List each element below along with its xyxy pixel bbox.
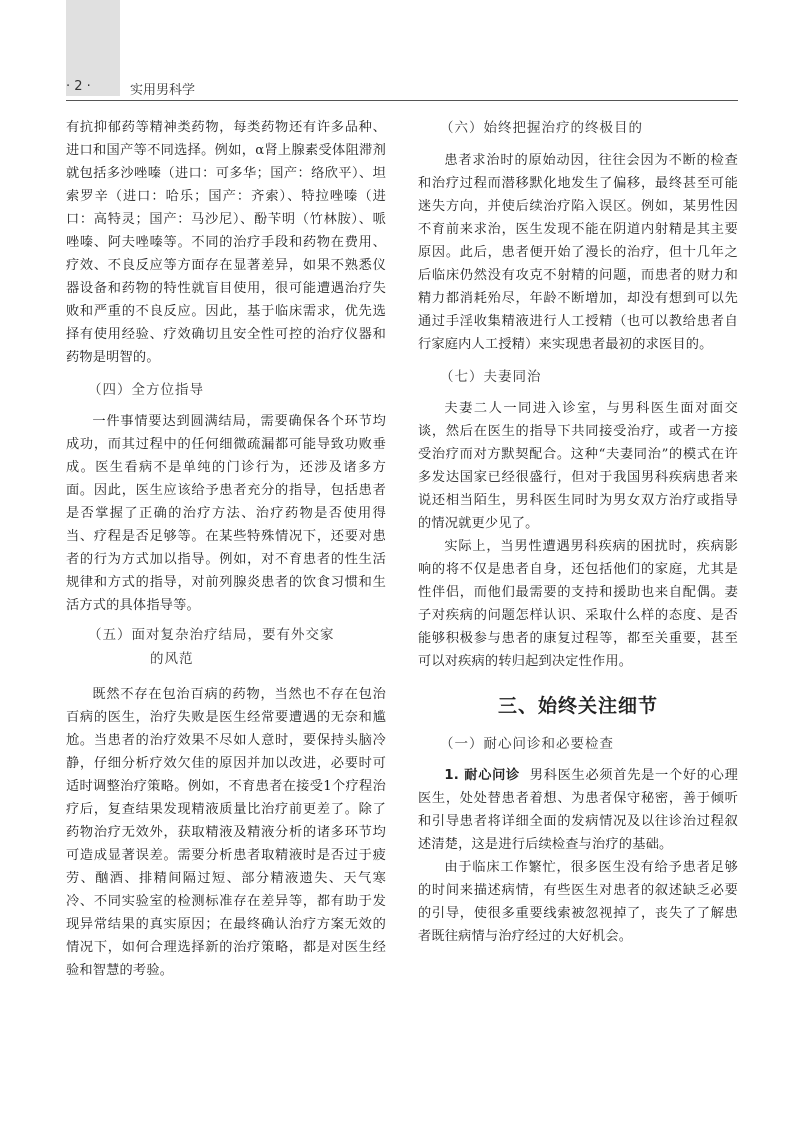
- subheading-5-line1: （五）面对复杂治疗结局，要有外交家: [88, 627, 335, 643]
- paragraph: 由于临床工作繁忙，很多医生没有给予患者足够的时间来描述病情，有些医生对患者的叙述缺乏必要的引导，使很多重要线索被忽视掉了，丧失了了解患者既往病情与治疗经过的大好机会。: [418, 860, 738, 944]
- subheading-6: （六）始终把握治疗的终极目的: [440, 120, 643, 136]
- subheading-5-line2: 的风范: [150, 651, 194, 667]
- paragraph: 有抗抑郁药等精神类药物，每类药物还有许多品种、进口和国产等不同选择。例如，α肾上腺素受体阻滞剂就包括多沙唑嗪（进口：可多华；国产：络欣平）、坦索罗辛（进口：哈乐；国产：齐索）、特拉唑嗪（进口：高特灵；国产：马沙尼）、酚苄明（竹林胺）、哌唑嗪、阿夫唑嗪等。不同的治疗手段和药物在费用、疗效、不良反应等方面存在显著差异，如果不熟悉仪器设备和药物的特性就盲目使用，很可能遭遇治疗失败和严重的不良反应。因此，基于临床需求，优先选择有使用经验、疗效确切且安全性可控的治疗仪器和药物是明智的。: [66, 120, 386, 365]
- paragraph-text: 男科医生必须首先是一个好的心理医生，处处替患者着想、为患者保守秘密，善于倾听和引导患者将详细全面的发病情况及以往诊治过程叙述清楚，这是进行后续检查与治疗的基础。: [418, 768, 738, 852]
- subheading-7: （七）夫妻同治: [440, 369, 542, 385]
- subheading-1: （一）耐心问诊和必要检查: [440, 736, 614, 752]
- section-title: 三、始终关注细节: [497, 695, 658, 717]
- page-number: · 2 ·: [66, 79, 91, 94]
- paragraph: 夫妻二人一同进入诊室，与男科医生面对面交谈，然后在医生的指导下共同接受治疗，或者一方接受治疗而对方默契配合。这种“夫妻同治”的模式在许多发达国家已经很盛行，但对于我国男科疾病患者来说还相当陌生，男科医生同时为男女双方治疗或指导的情况就更少见了。: [418, 401, 738, 531]
- paragraph: 实际上，当男性遭遇男科疾病的困扰时，疾病影响的将不仅是患者自身，还包括他们的家庭，尤其是性伴侣，而他们最需要的支持和援助也来自配偶。妻子对疾病的问题怎样认识、采取什么样的态度、是否能够积极参与患者的康复过程等，都至关重要，甚至可以对疾病的转归起到决定性作用。: [418, 539, 738, 669]
- paragraph: 一件事情要达到圆满结局，需要确保各个环节均成功，而其过程中的任何细微疏漏都可能导致功败垂成。医生看病不是单纯的门诊行为，还涉及诸多方面。因此，医生应该给予患者充分的指导，包括患者是否掌握了正确的治疗方法、治疗药物是否使用得当、疗程是否足够等。在某些特殊情况下，还要对患者的行为方式加以指导。例如，对不育患者的性生活规律和方式的指导，对前列腺炎患者的饮食习惯和生活方式的具体指导等。: [66, 414, 386, 613]
- right-column: [418, 116, 738, 948]
- paragraph: 患者求治时的原始动因，往往会因为不断的检查和治疗过程而潜移默化地发生了偏移，最终甚至可能迷失方向，并使后续治疗陷入误区。例如，某男性因不育前来求治，医生发现不能在阴道内射精是其主要原因。此后，患者便开始了漫长的治疗，但十几年之后临床仍然没有攻克不射精的问题，而患者的财力和精力都消耗殆尽，年龄不断增加，却没有想到可以先通过手淫收集精液进行人工授精（也可以教给患者自行家庭内人工授精）来实现患者最初的求医目的。: [418, 153, 738, 352]
- book-title: 实用男科学: [130, 83, 196, 98]
- header-rule: [66, 100, 738, 101]
- subheading-4: （四）全方位指导: [88, 382, 204, 398]
- left-column: [66, 116, 386, 982]
- paragraph: 既然不存在包治百病的药物，当然也不存在包治百病的医生，治疗失败是医生经常要遭遇的无奈和尴尬。当患者的治疗效果不尽如人意时，要保持头脑冷静，仔细分析疗效欠佳的原因并加以改进，必要时可适时调整治疗策略。例如，不育患者在接受1个疗程治疗后，复查结果发现精液质量比治疗前更差了。除了药物治疗无效外，获取精液及精液分析的诸多环节均可造成显著误差。需要分析患者取精液时是否过于疲劳、酗酒、排精间隔过短、部分精液遗失、天气寒冷、不同实验室的检测标准存在差异等，都有助于发现异常结果的真实原因；在最终确认治疗方案无效的情况下，如何合理选择新的治疗策略，都是对医生经验和智慧的考验。: [66, 687, 386, 978]
- lead-in: 1. 耐心问诊: [444, 768, 520, 783]
- paragraph: [418, 764, 738, 856]
- page-header: [66, 79, 738, 101]
- subheading-5: [66, 623, 386, 671]
